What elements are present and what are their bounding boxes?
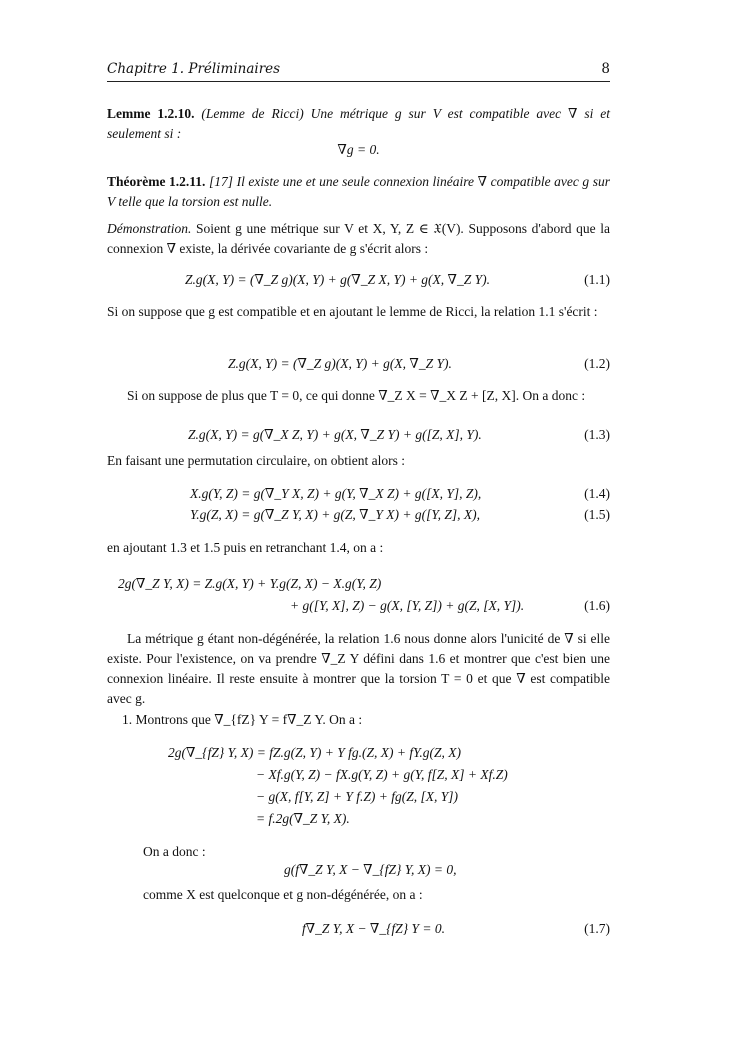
proof-text-1: Soient g une métrique sur V et X, Y, Z ∈ 𝔛(V). Supposons d'abord que la connexion ∇ existe, la dérivée covariante de g s'écrit alors : xyxy=(107,221,611,256)
theorem-text: [17] Il existe une et une seule connexion linéaire ∇ compatible avec g sur V telle que la torsion est nulle. xyxy=(107,174,611,209)
equation-number-1-5: (1.5) xyxy=(584,507,610,522)
lemma-block xyxy=(107,104,610,144)
equation-number-1-6: (1.6) xyxy=(584,598,610,613)
theorem-label: Théorème 1.2.11. xyxy=(107,174,206,189)
equation-item-1-line-4: = f.2g(∇_Z Y, X). xyxy=(256,811,350,826)
proof-paragraph-4: En faisant une permutation circulaire, on obtient alors : xyxy=(107,453,406,468)
proof-paragraph-2: Si on suppose que g est compatible et en ajoutant le lemme de Ricci, la relation 1.1 s'écrit : xyxy=(107,304,598,319)
equation-1-6-line-2: + g([Y, X], Z) − g(X, [Y, Z]) + g(Z, [X, Y]). xyxy=(290,598,525,613)
equation-number-1-1: (1.1) xyxy=(584,272,610,287)
page-number: 8 xyxy=(601,61,610,77)
theorem-block xyxy=(107,172,610,212)
proof-label: Démonstration. xyxy=(107,221,192,236)
chapter-title: Chapitre 1. Préliminaires xyxy=(107,61,281,77)
proof-paragraph-7: On a donc : xyxy=(143,844,206,859)
equation-number-1-7: (1.7) xyxy=(584,921,610,936)
proof-paragraph-3: Si on suppose de plus que T = 0, ce qui donne ∇_Z X = ∇_X Z + [Z, X]. On a donc : xyxy=(127,388,586,403)
proof-item-1: 1. Montrons que ∇_{fZ} Y = f∇_Z Y. On a : xyxy=(122,712,363,727)
equation-item-1-line-1: 2g(∇_{fZ} Y, X) = fZ.g(Z, Y) + Y fg.(Z, X) + fY.g(Z, X) xyxy=(168,745,461,760)
lemma-text: (Lemme de Ricci) Une métrique g sur V est compatible avec ∇ si et seulement si : xyxy=(107,106,611,141)
equation-1-5: Y.g(Z, X) = g(∇_Z Y, X) + g(Z, ∇_Y X) + g([Y, Z], X), xyxy=(190,507,480,522)
proof-paragraph-8: comme X est quelconque et g non-dégénérée, on a : xyxy=(143,887,423,902)
equation-number-1-3: (1.3) xyxy=(584,427,610,442)
proof-paragraph-6: La métrique g étant non-dégénérée, la relation 1.6 nous donne alors l'unicité de ∇ si elle existe. Pour l'existence, on va prendre ∇_Z Y défini dans 1.6 et montrer que c'est bien une connexion linéaire. Il reste ensuite à montrer que la torsion T = 0 et que ∇ est compatible avec g. xyxy=(107,631,610,706)
equation-item-1-result: g(f∇_Z Y, X − ∇_{fZ} Y, X) = 0, xyxy=(284,862,457,877)
proof-paragraph-5: en ajoutant 1.3 et 1.5 puis en retranchant 1.4, on a : xyxy=(107,540,384,555)
lemma-label: Lemme 1.2.10. xyxy=(107,106,195,121)
equation-1-7: f∇_Z Y, X − ∇_{fZ} Y = 0. xyxy=(302,921,446,936)
proof-paragraph-1 xyxy=(107,219,610,259)
equation-1-3: Z.g(X, Y) = g(∇_X Z, Y) + g(X, ∇_Z Y) + g([Z, X], Y). xyxy=(188,427,482,442)
equation-1-4: X.g(Y, Z) = g(∇_Y X, Z) + g(Y, ∇_X Z) + g([X, Y], Z), xyxy=(190,486,482,501)
equation-number-1-4: (1.4) xyxy=(584,486,610,501)
equation-1-6-line-1: 2g(∇_Z Y, X) = Z.g(X, Y) + Y.g(Z, X) − X.g(Y, Z) xyxy=(118,576,382,591)
equation-item-1-line-2: − Xf.g(Y, Z) − fX.g(Y, Z) + g(Y, f[Z, X] + Xf.Z) xyxy=(256,767,508,782)
equation-item-1-line-3: − g(X, f[Y, Z] + Y f.Z) + fg(Z, [X, Y]) xyxy=(256,789,459,804)
equation-1-1: Z.g(X, Y) = (∇_Z g)(X, Y) + g(∇_Z X, Y) + g(X, ∇_Z Y). xyxy=(185,272,490,287)
lemma-formula: ∇g = 0. xyxy=(337,142,380,157)
running-header xyxy=(107,61,610,82)
equation-1-2: Z.g(X, Y) = (∇_Z g)(X, Y) + g(X, ∇_Z Y). xyxy=(228,356,452,371)
equation-number-1-2: (1.2) xyxy=(584,356,610,371)
